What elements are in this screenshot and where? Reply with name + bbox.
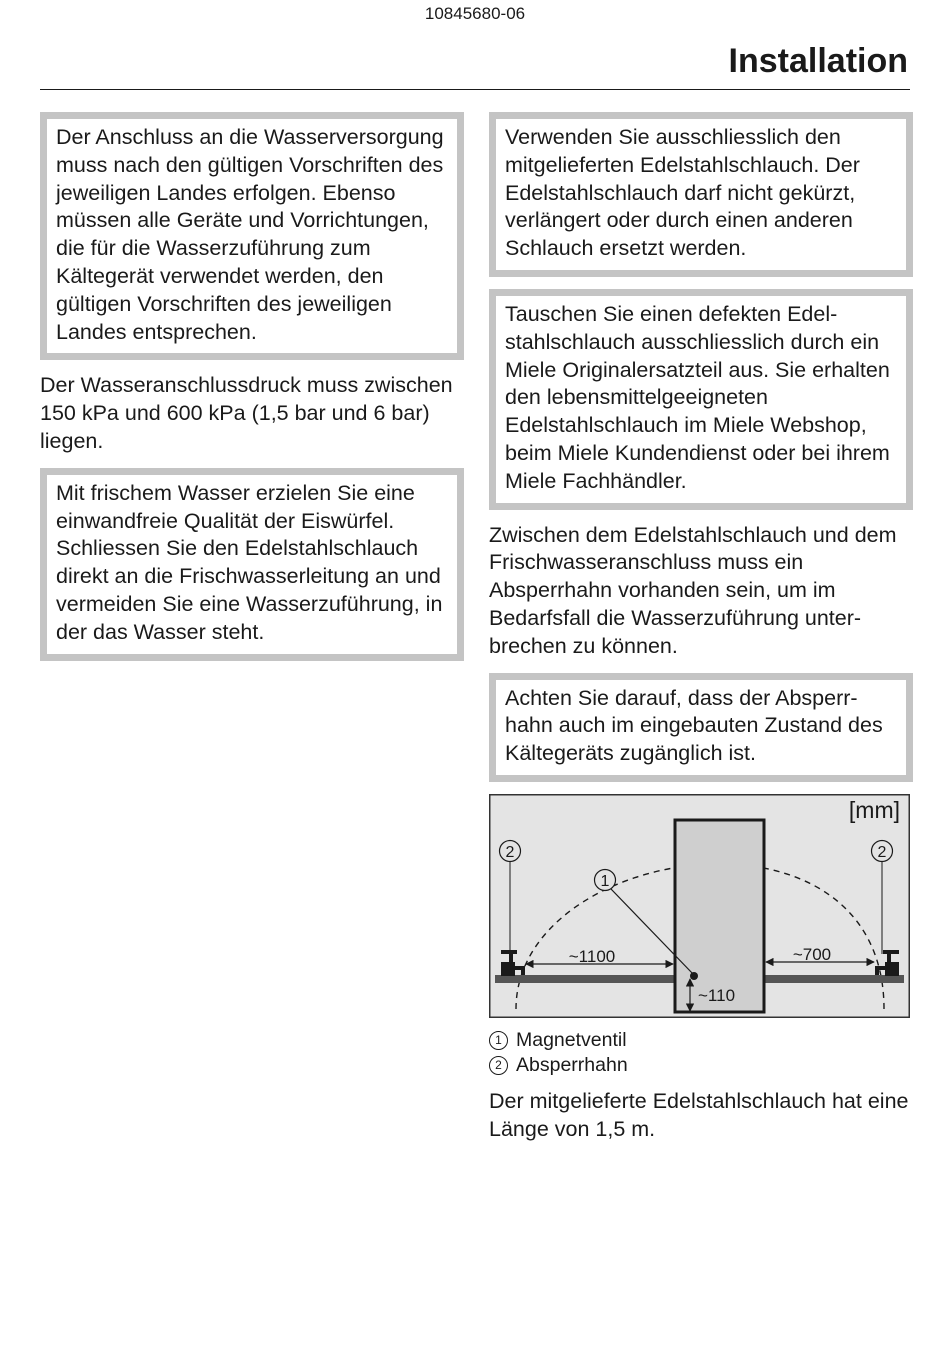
water-pipe-left (495, 975, 675, 983)
note-box-regulations: Der Anschluss an die Wasserversorgung muss nach den gültigen Vorschriften des jeweiligen Landes erfolgen. Ebenso müssen alle Geräte und Vorrichtungen, die für die Wasserzuführung zum Kältegerät verwendet werden, den gültigen Vorschriften des jeweiligen Landes entsprechen. (40, 112, 464, 360)
header-rule (40, 89, 910, 90)
right-column (489, 112, 913, 1156)
note-box-replacement: Tauschen Sie einen defekten Edelstahlschlauch ausschliesslich durch ein Miele Originalersatzteil aus. Sie erhalten den lebensmittelgeeigneten Edelstahlschlauch im Miele Webshop, beim Miele Kundendienst oder bei ihrem Miele Fachhändler. (489, 289, 913, 510)
document-number: 10845680-06 (424, 4, 526, 23)
shutoff-paragraph: Zwischen dem Edelstahlschlauch und dem Frischwasseranschluss muss ein Absperrhahn vorhanden sein, um im Bedarfsfall die Wasserzuführung unterbrechen zu können. (489, 522, 897, 658)
solenoid-valve-dot (690, 972, 698, 980)
legend-label: Absperrhahn (516, 1053, 628, 1076)
note-box-fresh-water: Mit frischem Wasser erzielen Sie eine einwandfreie Qualität der Eiswürfel. Schliessen Sie den Edelstahlschlauch direkt an die Frischwasserleitung an und vermeiden Sie eine Wasserzuführung, in der das Wasser steht. (40, 468, 464, 661)
diagram-unit-label: [mm] (848, 796, 900, 823)
marker-2-right-number: 2 (877, 843, 887, 861)
note-box-accessible: Achten Sie darauf, dass der Absperrhahn auch im eingebauten Zustand des Kältegeräts zugänglich ist. (489, 673, 913, 782)
legend-number: 2 (489, 1056, 508, 1075)
legend-label: Magnetventil (516, 1028, 627, 1051)
water-pipe-right (764, 975, 904, 983)
page-title: Installation (728, 42, 908, 80)
dimension-height-label: ~110 (698, 985, 736, 1005)
appliance-cabinet (675, 820, 764, 1012)
note-box-hose-only: Verwenden Sie ausschliesslich den mitgelieferten Edelstahlschlauch. Der Edelstahlschlauch darf nicht gekürzt, verlängert oder durch einen anderen Schlauch ersetzt werden. (489, 112, 913, 277)
legend-item (489, 1053, 913, 1078)
legend-number: 1 (489, 1031, 508, 1050)
hose-length-paragraph: Der mitgelieferte Edelstahlschlauch hat eine Länge von 1,5 m. (489, 1088, 909, 1141)
marker-1-number: 1 (600, 872, 610, 890)
connection-diagram (489, 794, 910, 1018)
dimension-left-label: ~1100 (568, 946, 616, 966)
left-column (40, 112, 464, 673)
diagram-legend (489, 1028, 913, 1078)
marker-2-left-number: 2 (505, 843, 515, 861)
legend-item (489, 1028, 913, 1053)
pressure-paragraph: Der Wasseranschlussdruck muss zwischen 150 kPa und 600 kPa (1,5 bar und 6 bar) liegen. (40, 373, 453, 453)
dimension-right-label: ~700 (792, 944, 832, 964)
